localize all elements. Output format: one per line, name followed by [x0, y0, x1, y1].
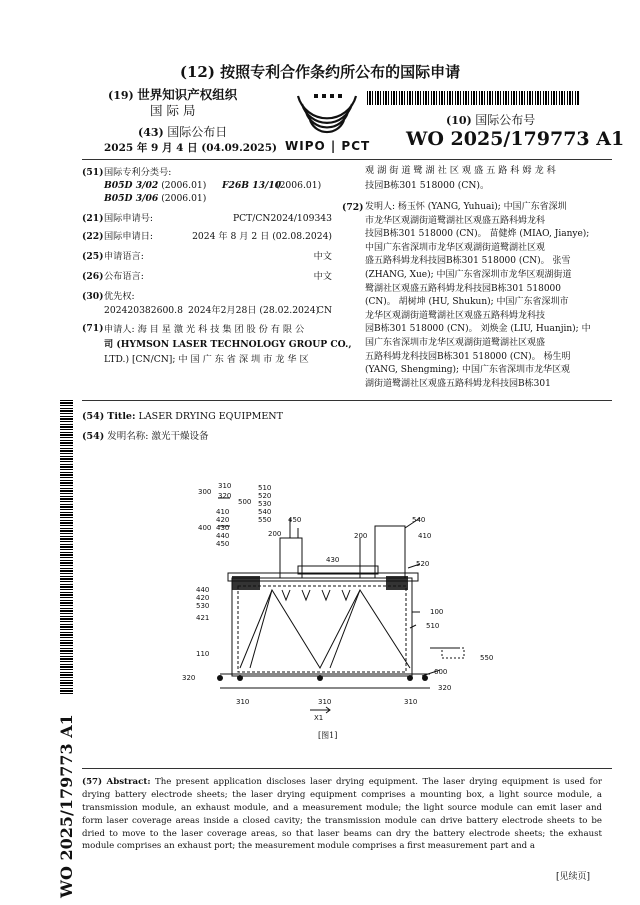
label-x1: X1: [314, 714, 324, 722]
label-421: 421: [196, 614, 210, 622]
ipc-date: (2006.01): [161, 193, 207, 204]
priority-row: [104, 304, 332, 317]
ipc-date: (2006.01): [276, 180, 322, 191]
inventor-line: (CN)。 胡树坤 (HU, Shukun); 中国广东省深圳市: [365, 297, 569, 308]
abstract-text: The present application discloses laser drying equipment. The laser drying equipment is used for drying battery electrode sheets; the laser drying equipment comprises a mounting box, a light source module, a transmission module, an exhaust module, and a measurement module; the light source module can emit laser and form laser coverage areas inside a closed cavity; the transmission module can drive battery electrode sheets to be dried to move to the laser coverage areas, so that laser beams can dry the battery electrode sheets; the exhaust module comprises an exhaust port; the measurement module comprises a first measurement part and a: [82, 777, 602, 852]
field-value: 2024 年 8 月 2 日 (02.08.2024): [192, 231, 332, 242]
ipc-row-1: [104, 179, 344, 192]
inventor-line: (YANG, Shengming); 中国广东省深圳市龙华区观: [365, 365, 570, 376]
header-divider: [82, 159, 612, 160]
side-publication-number: WO 2025/179773 A1: [57, 714, 76, 898]
label-200: 200: [268, 530, 282, 538]
field-label: 国际专利分类号:: [104, 167, 172, 178]
label-410: 410: [216, 508, 230, 516]
priority-app-no: 202420382600.8: [104, 305, 183, 316]
inventor-line: 技园B栋301 518000 (CN)。 苗健烨 (MIAO, Jianye);: [365, 229, 590, 240]
field-value: 中文: [313, 271, 332, 282]
inventor-line: 盛五路科姆龙科技园B栋301 518000 (CN)。 张雪: [365, 256, 571, 267]
label-430b: 430: [326, 556, 340, 564]
ipc-code: F26B 13/10: [222, 180, 282, 191]
abstract-num: (57): [82, 777, 103, 787]
right-bibliographic: [365, 163, 613, 193]
ipc-date: (2006.01): [161, 180, 207, 191]
inventor-line: 龙华区观湖街道鹭湖社区观盛五路科姆龙科技: [365, 310, 546, 321]
label-440: 440: [216, 532, 230, 540]
label-310b: 310: [236, 698, 250, 706]
ipc-row-2: [104, 192, 206, 205]
label-110: 110: [196, 650, 210, 658]
label-430: 430: [216, 524, 230, 532]
continued-note: [见续页]: [556, 872, 591, 882]
label-310c: 310: [318, 698, 332, 706]
inventor-line: (ZHANG, Xue); 中国广东省深圳市龙华区观湖街道: [365, 269, 572, 280]
side-barcode-icon: [60, 400, 73, 695]
label-100: 100: [430, 608, 444, 616]
label-450: 450: [216, 540, 230, 548]
field-label: Title:: [107, 411, 136, 422]
inventors-list: [365, 201, 613, 391]
org-bureau: 国 际 局: [150, 103, 196, 118]
pub-date-label-row: [138, 124, 227, 141]
label-200b: 200: [354, 532, 368, 540]
label-600: 600: [434, 668, 448, 676]
field-num: (26): [82, 271, 104, 282]
applicant-text: [104, 322, 352, 367]
label-320: 320: [218, 492, 232, 500]
label-510: 510: [258, 484, 272, 492]
label-450b: 450: [288, 516, 302, 524]
wipo-pct-label: WIPO | PCT: [285, 139, 371, 153]
field-num: (54): [82, 431, 105, 442]
field-num: (71): [82, 323, 104, 334]
label-550: 550: [258, 516, 272, 524]
inventor-line: 鹭湖社区观盛五路科姆龙科技园B栋301 518000: [365, 283, 562, 294]
label-410b: 410: [418, 532, 432, 540]
pub-no-value: WO 2025/179773 A1: [406, 128, 625, 150]
field-num: (22): [82, 231, 104, 242]
applicant-address-cont: 观 湖 街 道 鹭 湖 社 区 观 盛 五 路 科 姆 龙 科: [365, 165, 556, 176]
inventor-line: 中国广东省深圳市龙华区观湖街道鹭湖社区观: [365, 242, 546, 253]
field-72-num: (72): [342, 202, 364, 213]
inventor-line: 湖街道鹭湖社区观盛五路科姆龙科技园B栋301: [365, 378, 551, 389]
priority-date: 2024年2月28日 (28.02.2024): [188, 305, 320, 316]
applicant-line: 司 (HYMSON LASER TECHNOLOGY GROUP CO.,: [104, 339, 352, 350]
field-label: 公布语言:: [104, 271, 144, 282]
label-520b: 520: [416, 560, 430, 568]
field-num: (51): [82, 167, 104, 178]
figure-caption: [图1]: [318, 731, 338, 740]
inventor-line: 国广东省深圳市龙华区观湖街道鹭湖社区观盛: [365, 337, 546, 348]
applicant-line: LTD.) [CN/CN]; 中 国 广 东 省 深 圳 市 龙 华 区: [104, 354, 309, 365]
org-name: 世界知识产权组织: [137, 87, 238, 102]
field-value: PCT/CN2024/109343: [232, 213, 332, 224]
barcode-icon: [367, 91, 579, 105]
field-label: 国际申请日:: [104, 231, 154, 242]
label-530: 530: [258, 500, 272, 508]
title-en: [82, 410, 283, 424]
org-num: (19): [108, 89, 134, 102]
title-zh: [82, 430, 209, 444]
field-num: (54): [82, 411, 105, 422]
label-420: 420: [216, 516, 230, 524]
figure-drawing: [182, 478, 520, 743]
pub-date-value: 2025 年 9 月 4 日 (04.09.2025): [104, 142, 277, 154]
pub-date-label: 国际公布日: [167, 125, 228, 139]
title-zh-value: 激光干燥设备: [151, 431, 209, 442]
ipc-code: B05D 3/06: [104, 193, 159, 204]
abstract-divider: [82, 768, 612, 769]
applicant-line: 申请人: 海 目 星 激 光 科 技 集 团 股 份 有 限 公: [104, 324, 305, 335]
inventor-line: 五路科姆龙科技园B栋301 518000 (CN)。 杨生明: [365, 351, 571, 362]
abstract: [82, 776, 602, 853]
label-320c: 320: [438, 684, 452, 692]
label-420b: 420: [196, 594, 210, 602]
document-title: (12) 按照专利合作条约所公布的国际申请: [179, 63, 461, 81]
label-440b: 440: [196, 586, 210, 594]
label-310d: 310: [404, 698, 418, 706]
inventor-line: 市龙华区观湖街道鹭湖社区观盛五路科姆龙科: [365, 215, 546, 226]
label-320b: 320: [182, 674, 196, 682]
pub-date-num: (43): [138, 126, 164, 139]
field-value: 中文: [313, 251, 332, 262]
pub-no-label: 国际公布号: [475, 113, 536, 127]
field-label: 申请语言:: [104, 251, 144, 262]
label-300: 300: [198, 488, 212, 496]
field-label: 发明名称:: [107, 431, 149, 442]
title-en-value: LASER DRYING EQUIPMENT: [138, 411, 283, 422]
field-num: (25): [82, 251, 104, 262]
priority-country: CN: [316, 305, 332, 316]
label-500: 500: [238, 498, 252, 506]
label-530b: 530: [196, 602, 210, 610]
pub-no-num: (10): [446, 114, 472, 127]
label-540b: 540: [412, 516, 426, 524]
label-550b: 550: [480, 654, 494, 662]
label-400: 400: [198, 524, 212, 532]
applicant-address-cont: 技园B栋301 518000 (CN)。: [365, 180, 490, 191]
title-divider: [82, 400, 612, 401]
field-label: 国际申请号:: [104, 213, 154, 224]
label-510b: 510: [426, 622, 440, 630]
label-540: 540: [258, 508, 272, 516]
field-num: (21): [82, 213, 104, 224]
inventor-line: 发明人: 杨玉怀 (YANG, Yuhuai); 中国广东省深圳: [365, 202, 567, 212]
label-310: 310: [218, 482, 232, 490]
field-label: 优先权:: [104, 291, 135, 302]
field-num: (30): [82, 291, 104, 302]
abstract-label: Abstract:: [106, 777, 151, 787]
ipc-code: B05D 3/02: [104, 180, 159, 191]
label-520: 520: [258, 492, 272, 500]
inventor-line: 园B栋301 518000 (CN)。 刘焕金 (LIU, Huanjin); 中: [365, 324, 591, 335]
